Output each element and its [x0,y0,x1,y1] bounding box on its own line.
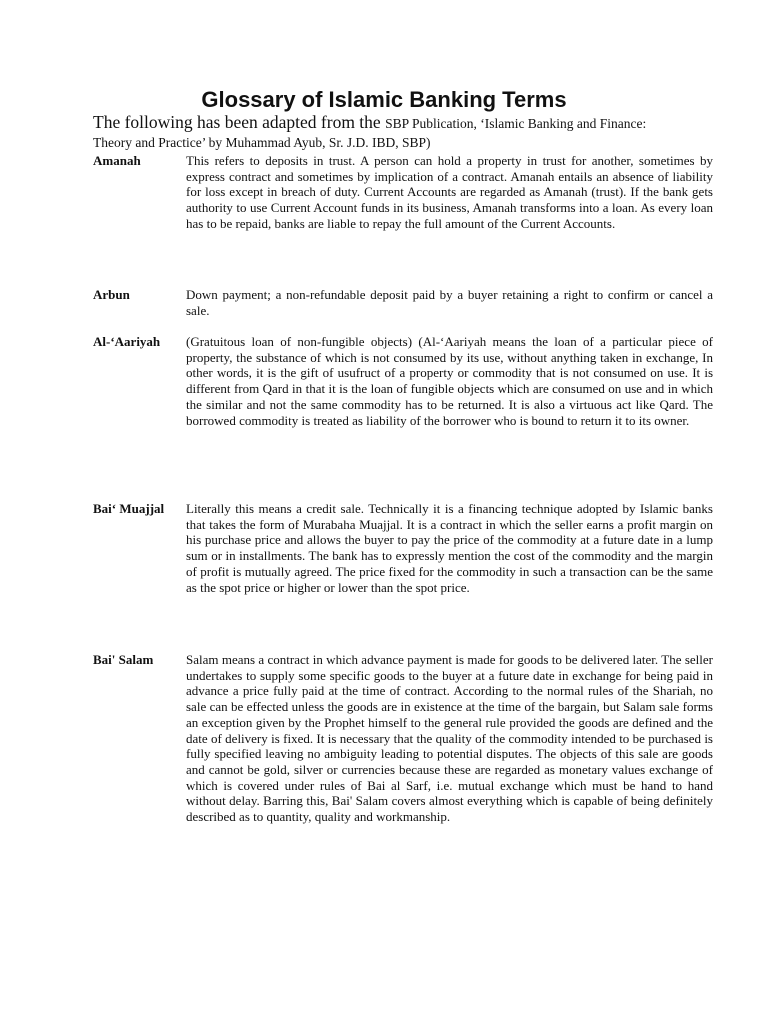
glossary-definition: (Gratuitous loan of non-fungible objects) (Al-‘Aariyah means the loan of a particular piece of property, the substance of which is not consumed by its use, without anything taken in exchange, In other words, it is the gift of usufruct of a property or commodity that is not consumed on use. It is different from Qard in that it is the loan of fungible objects which are consumed on use and in which the similar and not the same commodity has to be returned. It is also a virtuous act like Qard. The borrowed commodity is treated as liability of the borrower who is bound to return it to its owner. [186,334,713,428]
glossary-definition: Salam means a contract in which advance payment is made for goods to be delivered later. The seller undertakes to supply some specific goods to the buyer at a future date in exchange for being paid in advance a price fully paid at the time of contract. According to the normal rules of the Shariah, no sale can be effected unless the goods are in existence at the time of the bargain, but Salam sale forms an exception given by the Prophet himself to the general rule provided the goods are defined and the date of delivery is fixed. It is necessary that the quality of the commodity intended to be purchased is fully specified leaving no ambiguity leading to potential disputes. The objects of this sale are goods and cannot be gold, silver or currencies because these are regarded as monetary values exchange of which is covered under rules of Bai al Sarf, i.e. mutual exchange which must be hand to hand without delay. Barring this, Bai' Salam covers almost everything which is capable of being definitely described as to quantity, quality and workmanship. [186,652,713,825]
intro-source: SBP Publication, ‘Islamic Banking and Finance: [385,116,647,131]
page-title: Glossary of Islamic Banking Terms [201,87,567,112]
glossary-definition: Literally this means a credit sale. Technically it is a financing technique adopted by Islamic banks that takes the form of Murabaha Muajjal. It is a contract in which the seller earns a profit margin on his purchase price and allows the buyer to pay the price of the commodity at a future date in a lump sum or in installments. The bank has to expressly mention the cost of the commodity and the margin of profit is mutually agreed. The price fixed for the commodity in such a transaction can be the same as the spot price or higher or lower than the spot price. [186,501,713,595]
intro-line-1 [93,112,693,134]
intro-line-2: Theory and Practice’ by Muhammad Ayub, Sr. J.D. IBD, SBP) [93,135,431,150]
glossary-term: Bai‘ Muajjal [93,501,165,516]
glossary-definition: This refers to deposits in trust. A person can hold a property in trust for another, sometimes by express contract and sometimes by implication of a contract. Amanah entails an absence of liability for loss except in breach of duty. Current Accounts are regarded as Amanah (trust). If the bank gets authority to use Current Account funds in its business, Amanah transforms into a loan. As every loan has to be repaid, banks are liable to repay the full amount of the Current Accounts. [186,153,713,231]
glossary-term: Al-‘Aariyah [93,334,161,349]
intro-paragraph [93,112,693,152]
glossary-term: Arbun [93,287,130,302]
glossary-term: Amanah [93,153,141,168]
glossary-definition: Down payment; a non-refundable deposit paid by a buyer retaining a right to confirm or cancel a sale. [186,287,713,318]
intro-lead: The following has been adapted from the [93,112,386,132]
glossary-term: Bai' Salam [93,652,154,667]
